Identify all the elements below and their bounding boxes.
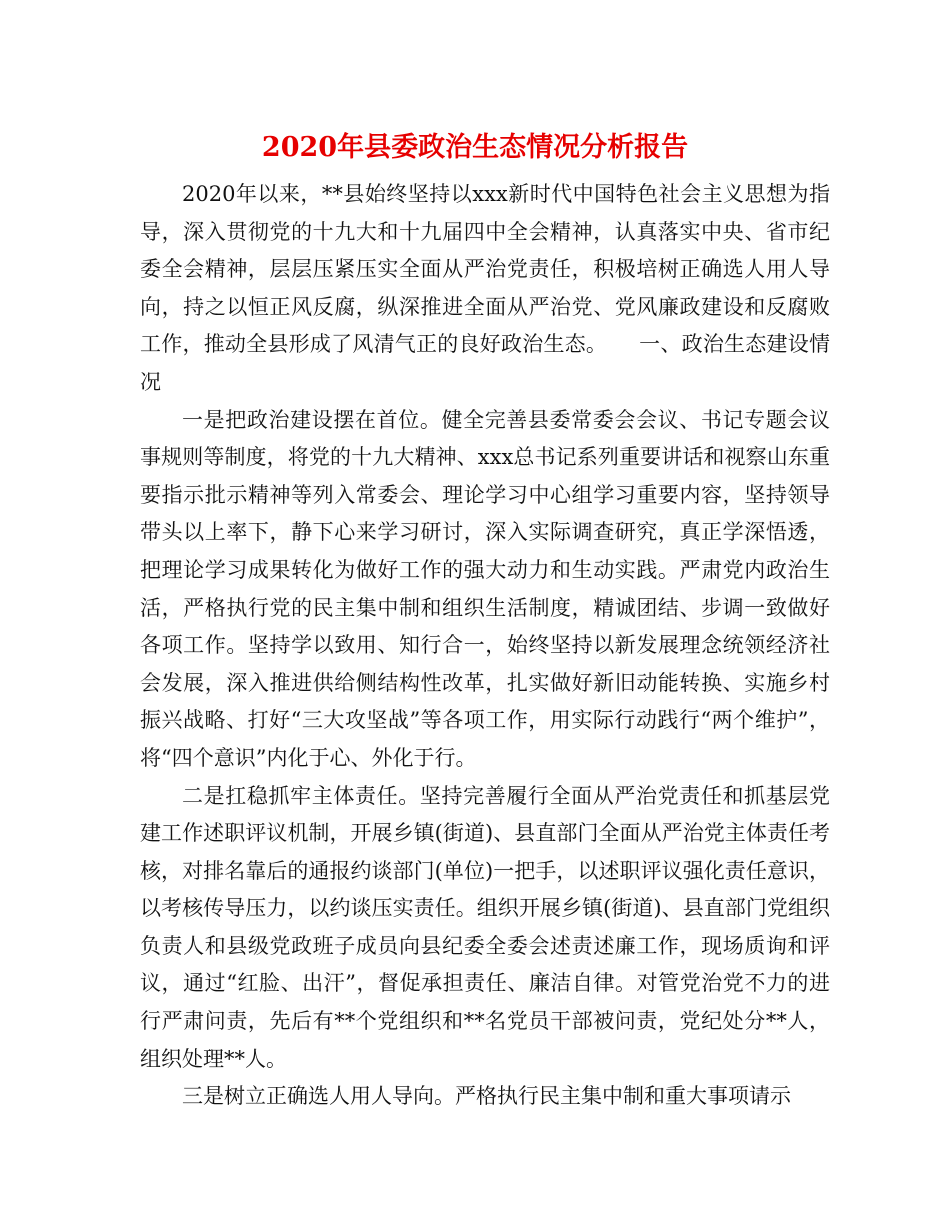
paragraph-personnel-orientation: 三是树立正确选人用人导向。严格执行民主集中制和重大事项请示 <box>182 1084 791 1109</box>
paragraph-political-construction: 一是把政治建设摆在首位。健全完善县委常委会会议、书记专题会议事规则等制度，将党的十九大精神、xxx总书记系列重要讲话和视察山东重要指示批示精神等列入常委会、理论学习中心组学习重要内容，坚持领导带头以上率下，静下心来学习研讨，深入实际调查研究，真正学深悟透，把理论学习成果转化为做好工作的强大动力和生动实践。严肃党内政治生活，严格执行党的民主集中制和组织生活制度，精诚团结、步调一致做好各项工作。坚持学以致用、知行合一，始终坚持以新发展理念统领经济社会发展，深入推进供给侧结构性改革，扎实做好新旧动能转换、实施乡村振兴战略、打好“三大攻坚战”等各项工作，用实际行动践行“两个维护”，将“四个意识”内化于心、外化于行。 <box>140 407 830 770</box>
paragraph-main-responsibility: 二是扛稳抓牢主体责任。坚持完善履行全面从严治党责任和抓基层党建工作述职评议机制，开展乡镇(街道)、县直部门全面从严治党主体责任考核，对排名靠后的通报约谈部门(单位)一把手，以述职评议强化责任意识，以考核传导压力，以约谈压实责任。组织开展乡镇(街道)、县直部门党组织负责人和县级党政班子成员向县纪委全委会述责述廉工作，现场质询和评议，通过“红脸、出汗”，督促承担责任、廉洁自律。对管党治党不力的进行严肃问责，先后有**个党组织和**名党员干部被问责，党纪处分**人，组织处理**人。 <box>140 783 830 1071</box>
paragraph-intro: 2020年以来，**县始终坚持以xxx新时代中国特色社会主义思想为指导，深入贯彻党的十九大和十九届四中全会精神，认真落实中央、省市纪委全会精神，层层压紧压实全面从严治党责任，积极培树正确选人用人导向，持之以恒正风反腐，纵深推进全面从严治党、党风廉政建设和反腐败工作，推动全县形成了风清气正的良好政治生态。 一、政治生态建设情况 <box>140 182 830 394</box>
document-body <box>140 176 830 1116</box>
document-title: 2020年县委政治生态情况分析报告 <box>261 132 689 163</box>
